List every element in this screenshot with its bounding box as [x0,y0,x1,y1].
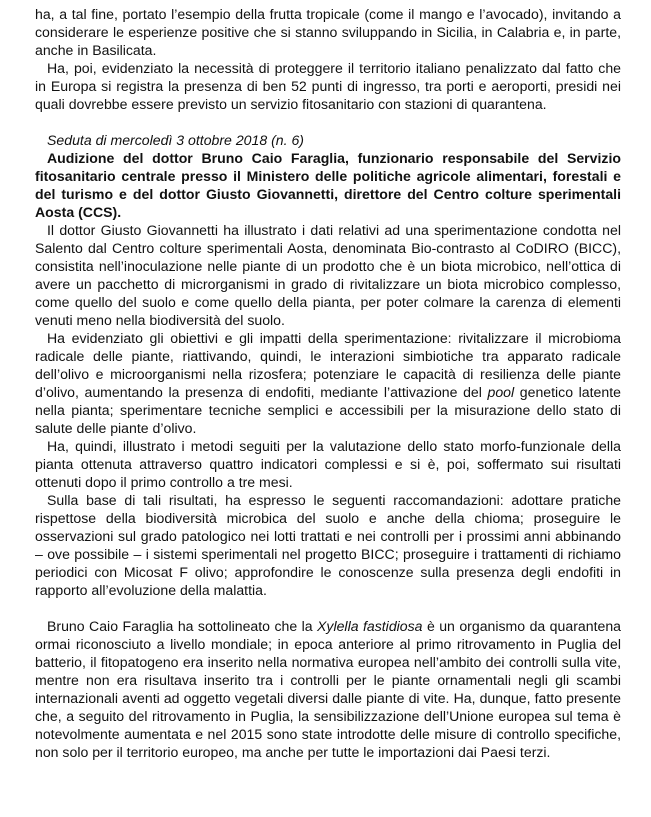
giovannetti-paragraph: Il dottor Giusto Giovannetti ha illustrato i dati relativi ad una sperimentazione condotta nel Salento dal Centro colture sperimentali Aosta, denominata Bio-contrasto al CoDIRO (BICC), consistita nell’inoculazione nelle piante di un prodotto che è un biota microbico, nell’ottica di avere un pacchetto di microrganismi in grado di rivitalizzare un biota microbico complesso, come quello del suolo e come quello della pianta, per poter colmare la carenza di elementi venuti meno nella biodiversità del suolo. [35,222,621,328]
xylella-term: Xylella fastidiosa [317,618,423,634]
objectives-text-start: Ha evidenziato gli obiettivi e gli impatti della sperimentazione: rivitalizzare il microbioma radicale delle piante, riattivando, quindi, le interazioni simbiotiche tra apparato radicale dell’olivo e microorganismi nella rizosfera; potenziare le capacità di resilienza delle piante d’olivo, aumentando la presenza di endofiti, mediante l’attivazione del [35,330,621,400]
paragraph-gap [35,113,621,131]
methods-paragraph: Ha, quindi, illustrato i metodi seguiti per la valutazione dello stato morfo-funzionale della pianta ottenuta attraverso quattro indicatori complessi e si è, poi, soffermato sui risultati ottenuti dopo il primo controllo a tre mesi. [35,438,621,490]
faraglia-text-start: Bruno Caio Faraglia ha sottolineato che la [47,618,318,634]
recommendations-paragraph: Sulla base di tali risultati, ha espresso le seguenti raccomandazioni: adottare pratiche rispettose della biodiversità microbica del suolo e anche della chioma; proseguire le osservazioni sul grado patologico nei lotti trattati e nei controlli per i prossimi anni abbinando – ove possibile – i sistemi sperimentali nel progetto BICC; proseguire i trattamenti di richiamo periodici con Micosat F olivo; approfondire le conoscenze sulla presenza degli endofiti in rapporto all’evoluzione della malattia. [35,492,621,598]
objectives-paragraph [35,329,621,437]
faraglia-paragraph [35,617,621,761]
intro-paragraph: ha, a tal fine, portato l’esempio della frutta tropicale (come il mango e l’avocado), invitando a considerare le esperienze positive che si stanno sviluppando in Sicilia, in Calabria e, in parte, anche in Basilicata. [35,6,621,58]
session-heading: Seduta di mercoledì 3 ottobre 2018 (n. 6) [47,132,304,148]
audizione-heading: Audizione del dottor Bruno Caio Faraglia, funzionario responsabile del Servizio fitosanitario centrale presso il Ministero delle politiche agricole alimentari, forestali e del turismo e del dottor Giusto Giovannetti, direttore del Centro colture sperimentali Aosta (CCS). [35,150,621,220]
phytosanitary-paragraph: Ha, poi, evidenziato la necessità di proteggere il territorio italiano penalizzato dal fatto che in Europa si registra la presenza di ben 52 punti di ingresso, tra porti e aeroporti, presidi nei quali dovrebbe essere previsto un servizio fitosanitario con stazioni di quarantena. [35,60,621,112]
pool-term: pool [487,384,515,400]
paragraph-gap [35,599,621,617]
faraglia-text-end: è un organismo da quarantena ormai riconosciuto a livello mondiale; in epoca anteriore al primo ritrovamento in Puglia del batterio, il fitopatogeno era inserito nella normativa europea nell’ambito dei controlli sulla vite, mentre non era risultava inserito tra i controlli per le piante ornamentali negli gli scambi internazionali aventi ad oggetto vegetali diversi dalle piante di vite. Ha, dunque, fatto presente che, a seguito del ritrovamento in Puglia, la sensibilizzazione dell’Unione europea sul tema è notevolmente aumentata e nel 2015 sono state introdotte delle misure di controllo specifiche, non solo per il territorio europeo, ma anche per tutte le importazioni dai Paesi terzi. [35,618,621,760]
objectives-text-end: genetico latente nella pianta; sperimentare tecniche semplici e accessibili per la misurazione dello stato di salute delle piante d’olivo. [35,384,621,436]
